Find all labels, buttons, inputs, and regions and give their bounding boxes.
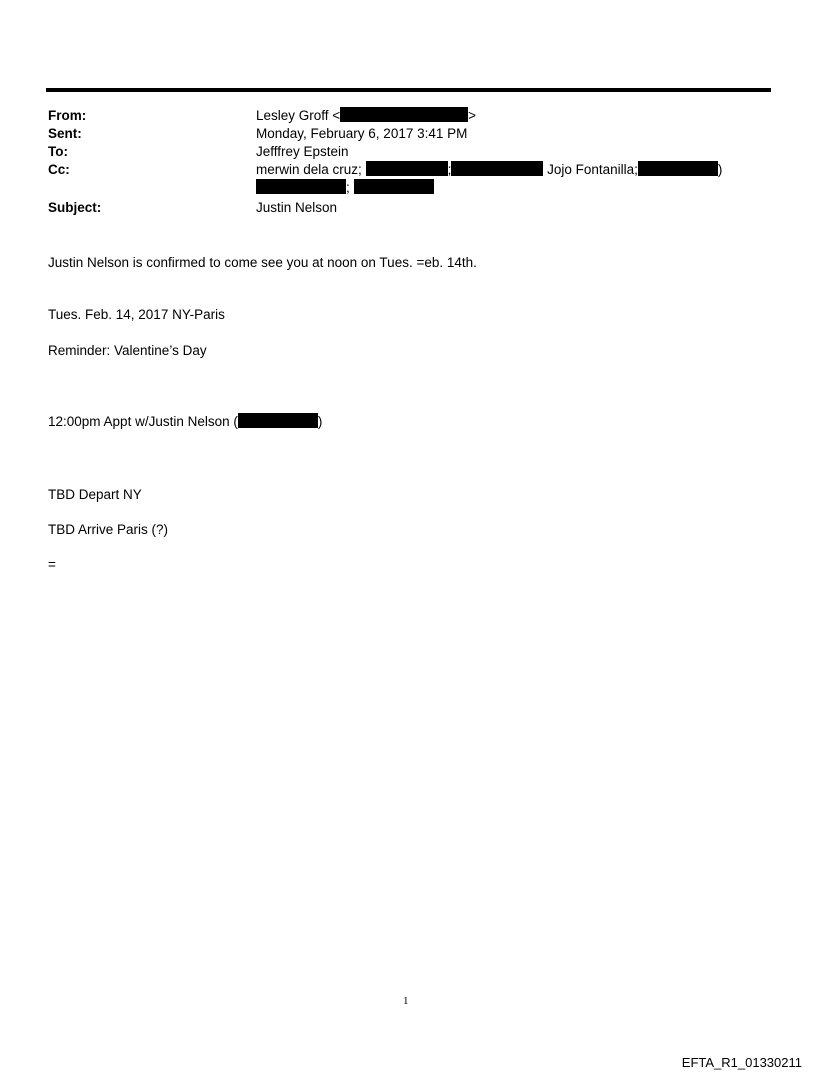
cc-separator: ; <box>346 180 350 195</box>
redaction-block <box>451 161 543 176</box>
redaction-block <box>340 107 468 122</box>
body-line-date: Tues. Feb. 14, 2017 NY-Paris <box>48 307 225 322</box>
body-line-confirmation: Justin Nelson is confirmed to come see you at noon on Tues. =eb. 14th. <box>48 255 477 270</box>
from-close: > <box>468 108 477 123</box>
body-line-arrive: TBD Arrive Paris (?) <box>48 522 169 537</box>
cc-value-line2 <box>256 179 434 197</box>
redaction-block <box>354 179 434 194</box>
redaction-block <box>256 179 346 194</box>
sent-value: Monday, February 6, 2017 3:41 PM <box>256 126 468 141</box>
subject-label: Subject: <box>48 200 102 215</box>
redaction-block <box>238 413 318 428</box>
header-rule <box>46 88 771 92</box>
body-line-depart: TBD Depart NY <box>48 487 142 502</box>
sent-label: Sent: <box>48 126 82 141</box>
body-line-reminder: Reminder: Valentine’s Day <box>48 343 207 358</box>
cc-separator: ; <box>447 162 452 177</box>
cc-close: ) <box>717 162 723 177</box>
to-label: To: <box>48 144 68 159</box>
cc-label: Cc: <box>48 162 70 177</box>
redaction-block <box>366 161 448 176</box>
document-id: EFTA_R1_01330211 <box>681 1055 802 1070</box>
page-number: 1 <box>403 995 409 1007</box>
appointment-text: 12:00pm Appt w/Justin Nelson ( <box>48 414 238 429</box>
from-label: From: <box>48 108 87 123</box>
from-name: Lesley Groff < <box>256 108 341 123</box>
body-line-appointment <box>48 413 322 431</box>
to-value: Jefffrey Epstein <box>256 144 349 159</box>
from-value <box>256 107 476 125</box>
cc-name-1: merwin dela cruz; <box>256 162 362 177</box>
cc-value-line1 <box>256 161 722 179</box>
subject-value: Justin Nelson <box>256 200 338 215</box>
appointment-close: ) <box>317 414 323 429</box>
body-line-equals: = <box>48 557 56 572</box>
redaction-block <box>638 161 718 176</box>
cc-name-2: Jojo Fontanilla; <box>547 162 638 177</box>
